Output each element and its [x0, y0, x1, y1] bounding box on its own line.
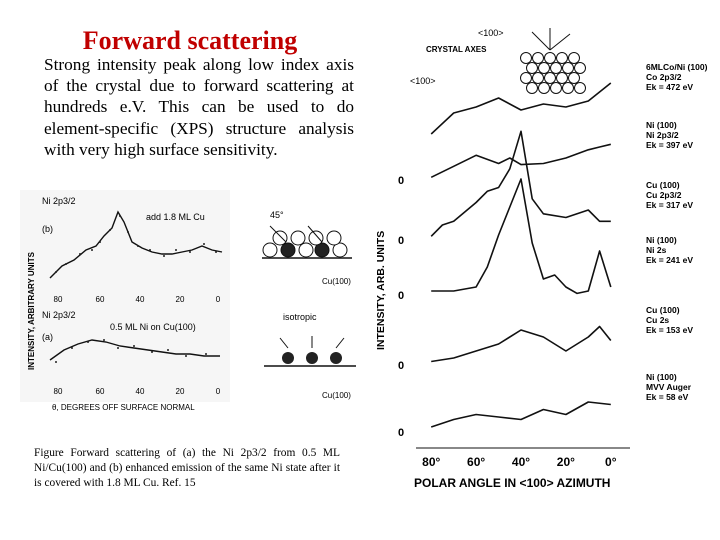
inset-top-axis: <100> [478, 28, 504, 38]
inset-side-axis: <100> [410, 76, 436, 86]
series-label-0-line-1: Co 2p3/2 [646, 72, 682, 82]
series-label-0-line-2: Ek = 472 eV [646, 82, 694, 92]
lattice-atom [527, 63, 538, 74]
adsorbate-rows-a [264, 336, 356, 366]
series-line-2 [431, 131, 611, 236]
series-label-3-line-0: Ni (100) [646, 235, 677, 245]
series-label-1-line-2: Ek = 397 eV [646, 140, 694, 150]
panel-a-annotation: 0.5 ML Ni on Cu(100) [110, 322, 196, 332]
scan-curves [431, 83, 611, 427]
series-label-5-line-1: MVV Auger [646, 382, 692, 392]
svg-text:0: 0 [215, 387, 221, 396]
lattice-atom [569, 73, 580, 84]
zero-labels [398, 175, 404, 439]
zero-label-1: 0 [398, 175, 405, 187]
zero-label-4: 0 [398, 360, 405, 372]
svg-text:0: 0 [215, 295, 221, 304]
slide-title: Forward scattering [82, 26, 298, 55]
lattice-atom [569, 53, 580, 64]
panel-a-note: isotropic [283, 312, 317, 322]
x-tick-2: 40° [511, 455, 531, 469]
svg-text:60: 60 [95, 387, 105, 396]
svg-text:20: 20 [175, 295, 185, 304]
panel-b-surface: Cu(100) [322, 277, 351, 286]
series-line-5 [431, 402, 611, 427]
series-line-1 [431, 144, 611, 177]
slide-body-text: Strong intensity peak along low index axis of the crystal due to forward scattering at hundreds e.V. This can be used to do element-specific (XPS) structure analysis with very high surface sensitivity. [44, 55, 354, 159]
svg-text:40: 40 [135, 295, 145, 304]
lattice-atom [533, 53, 544, 64]
lattice-atom [545, 73, 556, 84]
inset-title: CRYSTAL AXES [426, 45, 487, 54]
lattice-atom [527, 83, 538, 94]
svg-text:80: 80 [53, 387, 63, 396]
series-label-1-line-1: Ni 2p3/2 [646, 130, 679, 140]
series-label-3-line-1: Ni 2s [646, 245, 667, 255]
lattice-atom [545, 53, 556, 64]
zero-label-2: 0 [398, 235, 405, 247]
series-label-5-line-2: Ek = 58 eV [646, 392, 689, 402]
series-label-0-line-0: 6MLCo/Ni (100) [646, 62, 708, 72]
panel-a-label: Ni 2p3/2 [42, 310, 76, 320]
x-tick-4: 0° [605, 455, 617, 469]
x-tick-labels [422, 455, 617, 469]
series-label-2-line-2: Ek = 317 eV [646, 200, 694, 210]
lattice-atom [551, 63, 562, 74]
x-tick-0: 80° [422, 455, 441, 469]
lattice-atom [563, 83, 574, 94]
x-tick-3: 20° [556, 455, 575, 469]
lattice-atom [539, 63, 550, 74]
series-label-1-line-0: Ni (100) [646, 120, 677, 130]
zero-label-5: 0 [398, 427, 405, 439]
lattice-atom [551, 83, 562, 94]
lattice-atom [575, 63, 586, 74]
series-label-5-line-0: Ni (100) [646, 372, 677, 382]
series-line-3 [431, 179, 611, 293]
crystal-lattice [521, 53, 586, 94]
angle-scan-chart [370, 20, 710, 500]
lattice-atom [539, 83, 550, 94]
panel-b-angle: 45° [270, 210, 284, 220]
lattice-atom [521, 73, 532, 84]
series-labels [646, 62, 708, 402]
lattice-atom [557, 53, 568, 64]
inset-arrow-right [550, 34, 570, 50]
x-tick-1: 60° [467, 455, 486, 469]
lattice-atom [557, 73, 568, 84]
inset-arrow-left [532, 32, 550, 50]
adsorbate-rows-b [262, 226, 352, 258]
chart-xlabel: POLAR ANGLE IN <100> AZIMUTH [414, 476, 611, 490]
left-xlabel: θ, DEGREES OFF SURFACE NORMAL [52, 403, 195, 412]
series-label-4-line-1: Cu 2s [646, 315, 670, 325]
svg-text:80: 80 [53, 295, 63, 304]
crystal-axes-inset [410, 28, 586, 94]
svg-text:40: 40 [135, 387, 145, 396]
left-figure [0, 190, 372, 430]
left-ylabel: INTENSITY, ARBITRARY UNITS [27, 252, 36, 370]
panel-a-tag: (a) [42, 332, 53, 342]
panel-a-surface: Cu(100) [322, 391, 351, 400]
lattice-atom [575, 83, 586, 94]
panel-b-tag: (b) [42, 224, 53, 234]
svg-text:60: 60 [95, 295, 105, 304]
series-label-3-line-2: Ek = 241 eV [646, 255, 694, 265]
lattice-atom [533, 73, 544, 84]
series-label-4-line-0: Cu (100) [646, 305, 680, 315]
lattice-atom [563, 63, 574, 74]
series-line-4 [431, 327, 611, 362]
figure-caption: Figure Forward scattering of (a) the Ni 2p3/2 from 0.5 ML Ni/Cu(100) and (b) enhanced emission of the same Ni state after it is covered with 1.8 ML Cu. Ref. 15 [34, 447, 340, 489]
series-label-2-line-0: Cu (100) [646, 180, 680, 190]
panel-b-annotation: add 1.8 ML Cu [146, 212, 205, 222]
chart-ylabel: INTENSITY, ARB. UNITS [375, 230, 387, 350]
panel-b-label: Ni 2p3/2 [42, 196, 76, 206]
series-label-4-line-2: Ek = 153 eV [646, 325, 694, 335]
zero-label-3: 0 [398, 290, 405, 302]
series-label-2-line-1: Cu 2p3/2 [646, 190, 682, 200]
svg-text:20: 20 [175, 387, 185, 396]
lattice-atom [521, 53, 532, 64]
